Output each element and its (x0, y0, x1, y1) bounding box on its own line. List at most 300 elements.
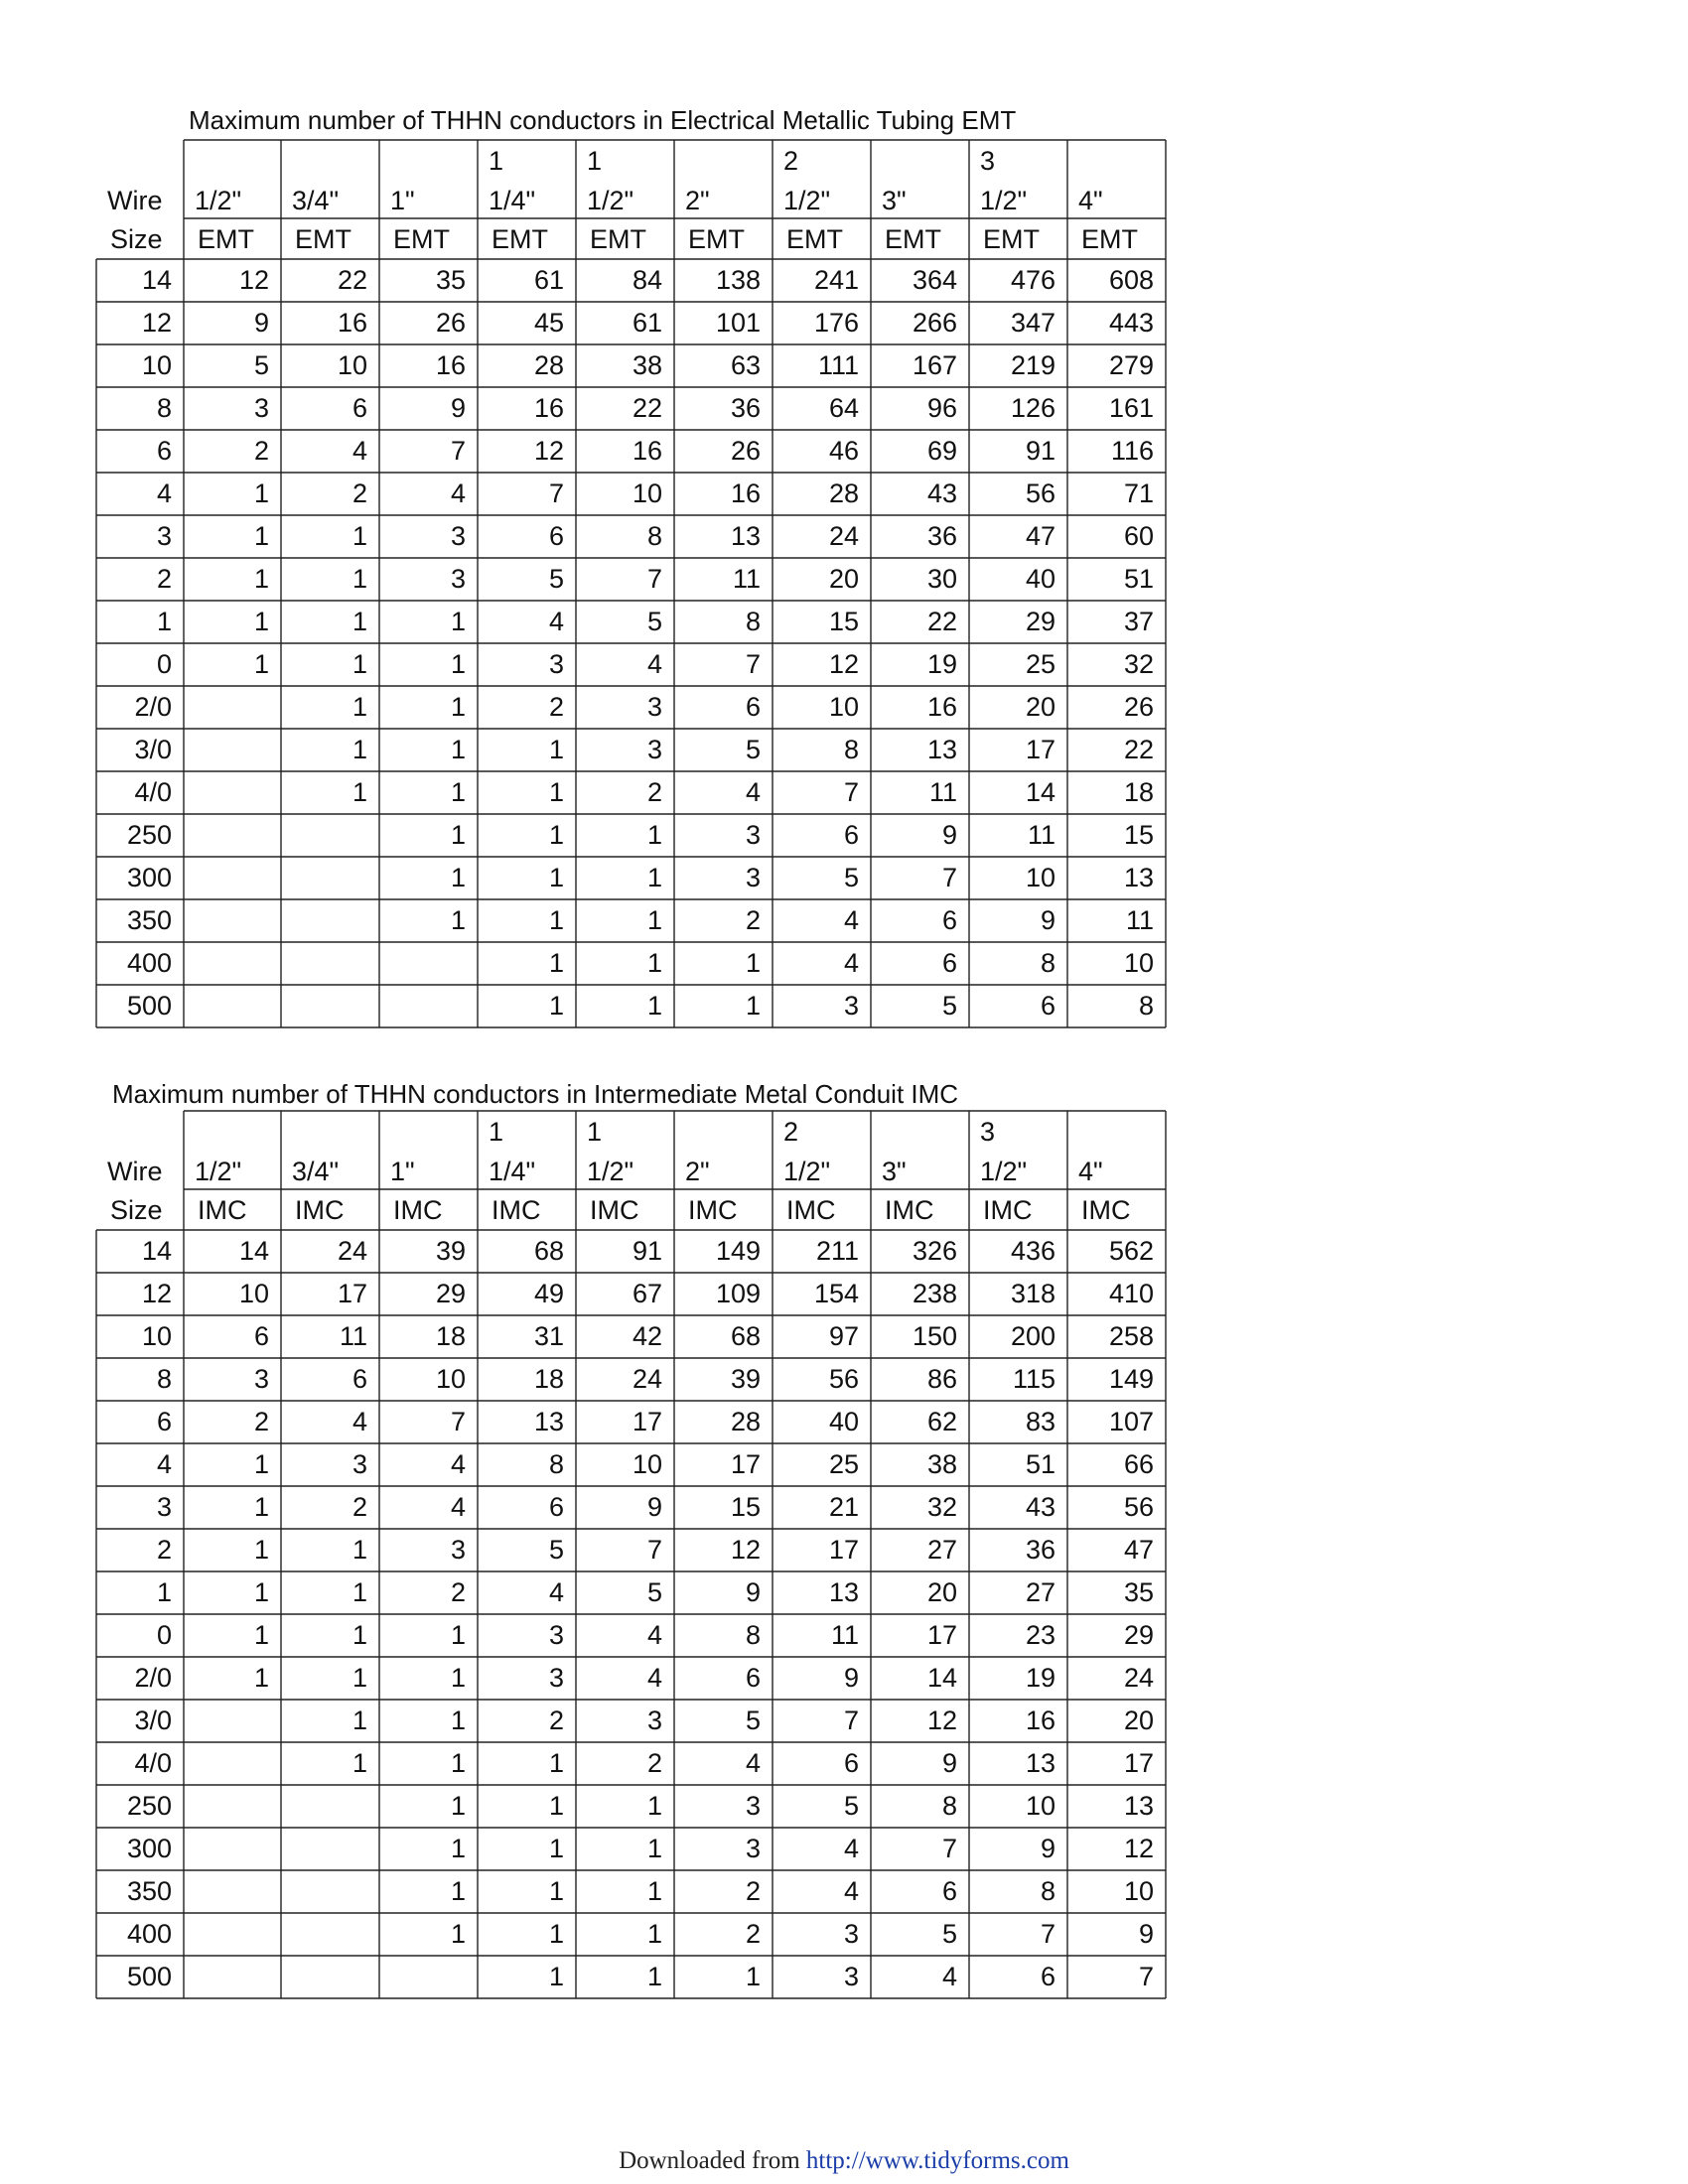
table-cell: 38 (632, 350, 662, 380)
table-cell: 22 (337, 265, 367, 295)
table-cell: 1 (450, 777, 466, 807)
conduit-type-header: EMT (590, 224, 646, 254)
table-cell: 1 (352, 1620, 367, 1650)
table-cell: 6 (1040, 1962, 1055, 1991)
table-cell: 1 (253, 1577, 269, 1607)
table-cell: 3 (352, 1449, 367, 1479)
table-cell: 49 (533, 1279, 564, 1308)
table-cell: 3 (843, 1962, 859, 1991)
conduit-size-header: 2" (685, 186, 710, 215)
table-cell: 16 (926, 692, 957, 722)
wire-size-cell: 400 (126, 1919, 172, 1949)
table-cell: 7 (843, 777, 859, 807)
table-cell: 4 (745, 777, 761, 807)
table-cell: 17 (730, 1449, 761, 1479)
conduit-size-header: 4" (1078, 1157, 1103, 1186)
table-cell: 15 (730, 1492, 761, 1522)
table-cell: 12 (238, 265, 269, 295)
conduit-size-header: 1/2" (195, 1157, 242, 1186)
table-cell: 241 (813, 265, 859, 295)
table-cell: 7 (941, 863, 957, 892)
table-cell: 1 (450, 649, 466, 679)
table-cell: 3 (253, 393, 269, 423)
table-cell: 109 (715, 1279, 761, 1308)
table-cell: 2 (548, 692, 564, 722)
table-cell: 29 (435, 1279, 466, 1308)
conduit-type-header: EMT (786, 224, 843, 254)
conduit-type-header: IMC (198, 1195, 247, 1225)
conduit-type-header: IMC (885, 1195, 934, 1225)
table-cell: 13 (730, 521, 761, 551)
table-cell: 17 (632, 1407, 662, 1436)
table-cell: 3 (450, 564, 466, 594)
table-cell: 4 (450, 478, 466, 508)
table-cell (184, 1785, 281, 1828)
table-cell: 1 (548, 820, 564, 850)
table-cell: 443 (1108, 308, 1154, 338)
wire-size-cell: 8 (156, 393, 172, 423)
table-cell: 5 (646, 1577, 662, 1607)
table-cell (184, 1956, 281, 1998)
table-cell: 20 (926, 1577, 957, 1607)
conduit-size-header: 3 (980, 146, 996, 176)
table-cell: 8 (745, 1620, 761, 1650)
table-cell (281, 1785, 379, 1828)
table-cell: 83 (1025, 1407, 1055, 1436)
table-cell: 1 (646, 1919, 662, 1949)
table-cell: 1 (352, 777, 367, 807)
conduit-size-header: 3 (980, 1117, 996, 1147)
table-title: Maximum number of THHN conductors in Electrical Metallic Tubing EMT (189, 105, 1017, 135)
table-cell: 1 (450, 735, 466, 764)
table-cell: 8 (745, 607, 761, 636)
table-cell: 97 (828, 1321, 859, 1351)
table-cell: 35 (1123, 1577, 1154, 1607)
table-cell: 28 (533, 350, 564, 380)
wire-size-cell: 300 (126, 1834, 172, 1863)
wire-size-cell: 3 (156, 521, 172, 551)
conduit-type-header: EMT (885, 224, 941, 254)
table-cell: 161 (1108, 393, 1154, 423)
table-cell: 10 (1025, 1791, 1055, 1821)
conduit-size-header: 1 (587, 1117, 603, 1147)
table-cell: 2 (745, 1919, 761, 1949)
table-cell: 1 (352, 1535, 367, 1565)
table-cell: 39 (730, 1364, 761, 1394)
table-cell: 45 (533, 308, 564, 338)
table-cell: 1 (646, 863, 662, 892)
table-cell: 61 (533, 265, 564, 295)
table-cell: 28 (828, 478, 859, 508)
table-cell (281, 899, 379, 942)
conduit-size-header: 2" (685, 1157, 710, 1186)
conduit-size-header: 2 (783, 146, 799, 176)
wire-size-cell: 4/0 (134, 1748, 172, 1778)
conduit-size-header: 3" (882, 1157, 907, 1186)
table-cell: 16 (337, 308, 367, 338)
table-cell: 12 (730, 1535, 761, 1565)
conduit-size-header: 1/2" (195, 186, 242, 215)
table-cell (184, 686, 281, 729)
table-cell: 9 (1040, 1834, 1055, 1863)
table-cell: 91 (632, 1236, 662, 1266)
table-cell: 1 (253, 607, 269, 636)
table-cell (184, 857, 281, 899)
wire-size-cell: 3 (156, 1492, 172, 1522)
table-cell: 7 (450, 1407, 466, 1436)
table-cell: 8 (941, 1791, 957, 1821)
conduit-type-header: IMC (590, 1195, 639, 1225)
table-cell: 266 (912, 308, 957, 338)
table-cell: 47 (1123, 1535, 1154, 1565)
table-cell: 2 (646, 777, 662, 807)
conduit-size-header: 1/4" (489, 1157, 536, 1186)
table-cell (184, 771, 281, 814)
table-cell: 1 (352, 649, 367, 679)
table-cell: 1 (646, 1834, 662, 1863)
table-cell: 10 (435, 1364, 466, 1394)
table-cell: 138 (715, 265, 761, 295)
table-cell: 1 (253, 521, 269, 551)
wire-size-cell: 10 (141, 350, 172, 380)
table-cell: 5 (253, 350, 269, 380)
table-cell: 318 (1010, 1279, 1055, 1308)
wire-size-cell: 500 (126, 1962, 172, 1991)
table-cell: 13 (828, 1577, 859, 1607)
table-cell: 1 (352, 607, 367, 636)
table-cell (184, 814, 281, 857)
table-cell: 1 (352, 1663, 367, 1693)
wire-size-cell: 6 (156, 1407, 172, 1436)
table-cell: 5 (941, 991, 957, 1021)
table-cell: 7 (843, 1706, 859, 1735)
table-cell: 2 (745, 905, 761, 935)
table-cell (281, 1870, 379, 1913)
table-cell: 25 (828, 1449, 859, 1479)
table-cell: 66 (1123, 1449, 1154, 1479)
table-cell: 10 (1123, 948, 1154, 978)
table-cell: 26 (730, 436, 761, 466)
table-cell: 11 (830, 1620, 859, 1650)
table-cell: 3 (646, 735, 662, 764)
table-cell: 4 (646, 1663, 662, 1693)
table-cell: 562 (1108, 1236, 1154, 1266)
conduit-size-header: 1/2" (587, 1157, 634, 1186)
table-cell: 2 (253, 436, 269, 466)
conduit-size-header: 4" (1078, 186, 1103, 215)
table-cell: 6 (843, 820, 859, 850)
table-cell: 47 (1025, 521, 1055, 551)
conduit-size-header: 1/2" (980, 1157, 1028, 1186)
table-cell: 1 (548, 863, 564, 892)
wire-size-cell: 3/0 (134, 1706, 172, 1735)
table-cell: 62 (926, 1407, 957, 1436)
conduit-type-header: IMC (983, 1195, 1033, 1225)
table-cell: 7 (646, 564, 662, 594)
table-cell: 1 (548, 1791, 564, 1821)
table-cell: 7 (548, 478, 564, 508)
wire-size-cell: 2/0 (134, 1663, 172, 1693)
table-cell: 9 (646, 1492, 662, 1522)
table-cell: 4 (646, 649, 662, 679)
table-cell: 46 (828, 436, 859, 466)
table-cell: 7 (941, 1834, 957, 1863)
table-cell: 9 (1138, 1919, 1154, 1949)
table-cell: 22 (632, 393, 662, 423)
table-cell: 200 (1010, 1321, 1055, 1351)
table-cell: 1 (352, 1748, 367, 1778)
table-cell: 3 (745, 820, 761, 850)
wire-size-cell: 12 (141, 1279, 172, 1308)
table-cell: 5 (745, 1706, 761, 1735)
wire-size-cell: 350 (126, 905, 172, 935)
table-cell: 8 (548, 1449, 564, 1479)
table-cell: 21 (828, 1492, 859, 1522)
table-cell: 4 (843, 948, 859, 978)
conduit-type-header: IMC (393, 1195, 443, 1225)
table-cell: 42 (632, 1321, 662, 1351)
wire-size-cell: 2/0 (134, 692, 172, 722)
table-cell: 14 (926, 1663, 957, 1693)
table-cell: 36 (1025, 1535, 1055, 1565)
table-cell: 26 (1123, 692, 1154, 722)
table-cell: 1 (548, 1919, 564, 1949)
table-cell (281, 1913, 379, 1956)
table-cell: 20 (828, 564, 859, 594)
footer-prefix: Downloaded from (619, 2147, 806, 2174)
table-cell: 4 (352, 1407, 367, 1436)
wire-size-cell: 14 (141, 265, 172, 295)
table-cell: 11 (732, 564, 761, 594)
conduit-size-header: 3/4" (292, 1157, 340, 1186)
table-cell: 18 (533, 1364, 564, 1394)
table-cell: 1 (450, 863, 466, 892)
table-cell: 24 (828, 521, 859, 551)
table-cell: 1 (253, 478, 269, 508)
table-cell: 39 (435, 1236, 466, 1266)
table-cell: 1 (450, 607, 466, 636)
table-cell: 5 (548, 564, 564, 594)
table-cell: 5 (843, 863, 859, 892)
table-cell: 69 (926, 436, 957, 466)
table-cell: 238 (912, 1279, 957, 1308)
size-header: Size (110, 1195, 163, 1225)
table-cell: 27 (1025, 1577, 1055, 1607)
wire-size-cell: 6 (156, 436, 172, 466)
table-cell: 40 (1025, 564, 1055, 594)
conduit-size-header: 1/2" (783, 1157, 831, 1186)
table-cell: 608 (1108, 265, 1154, 295)
table-cell: 3 (450, 1535, 466, 1565)
table-cell: 116 (1110, 436, 1154, 466)
table-cell: 410 (1108, 1279, 1154, 1308)
table-cell: 1 (253, 1535, 269, 1565)
table-cell: 6 (548, 1492, 564, 1522)
table-cell: 22 (1123, 735, 1154, 764)
table-cell: 2 (352, 1492, 367, 1522)
table-cell: 29 (1123, 1620, 1154, 1650)
wire-size-cell: 14 (141, 1236, 172, 1266)
table-cell: 149 (715, 1236, 761, 1266)
conduit-type-header: IMC (295, 1195, 345, 1225)
table-cell: 1 (253, 649, 269, 679)
table-cell (379, 1956, 478, 1998)
table-cell: 12 (1123, 1834, 1154, 1863)
table-cell: 4 (548, 607, 564, 636)
table-cell: 25 (1025, 649, 1055, 679)
table-cell: 61 (632, 308, 662, 338)
table-cell: 7 (646, 1535, 662, 1565)
table-cell (281, 1956, 379, 1998)
table-cell (184, 729, 281, 771)
table-cell: 4 (843, 905, 859, 935)
conduit-type-header: EMT (393, 224, 450, 254)
table-cell: 5 (745, 735, 761, 764)
table-cell: 60 (1123, 521, 1154, 551)
table-cell (281, 1828, 379, 1870)
table-cell: 7 (450, 436, 466, 466)
table-cell (184, 985, 281, 1027)
wire-size-cell: 8 (156, 1364, 172, 1394)
table-cell: 6 (941, 948, 957, 978)
table-cell: 1 (745, 1962, 761, 1991)
conduit-size-header: 1" (390, 186, 415, 215)
table-cell: 3 (843, 991, 859, 1021)
table-cell (281, 814, 379, 857)
table-cell: 10 (632, 1449, 662, 1479)
table-cell: 8 (646, 521, 662, 551)
table-cell: 17 (1025, 735, 1055, 764)
table-cell: 17 (828, 1535, 859, 1565)
table-cell: 23 (1025, 1620, 1055, 1650)
table-cell: 7 (1138, 1962, 1154, 1991)
table-cell: 3 (843, 1919, 859, 1949)
table-cell: 1 (646, 820, 662, 850)
table-cell: 5 (646, 607, 662, 636)
table-cell: 5 (548, 1535, 564, 1565)
table-cell: 16 (435, 350, 466, 380)
table-cell: 1 (450, 1663, 466, 1693)
conduit-type-header: IMC (492, 1195, 541, 1225)
wire-size-cell: 4/0 (134, 777, 172, 807)
table-cell: 1 (352, 1577, 367, 1607)
table-cell: 13 (926, 735, 957, 764)
table-cell: 14 (238, 1236, 269, 1266)
table-cell: 1 (745, 991, 761, 1021)
table-cell (184, 1828, 281, 1870)
table-cell: 67 (632, 1279, 662, 1308)
table-cell: 4 (450, 1492, 466, 1522)
table-cell: 9 (941, 1748, 957, 1778)
table-cell: 4 (352, 436, 367, 466)
table-cell: 32 (1123, 649, 1154, 679)
table-cell: 63 (730, 350, 761, 380)
table-cell: 31 (533, 1321, 564, 1351)
table-cell: 13 (1025, 1748, 1055, 1778)
table-cell: 8 (1138, 991, 1154, 1021)
table-cell: 6 (745, 692, 761, 722)
conduit-size-header: 1 (489, 1117, 504, 1147)
table-cell: 11 (1125, 905, 1154, 935)
footer-link[interactable]: http://www.tidyforms.com (805, 2147, 1069, 2174)
table-cell: 10 (238, 1279, 269, 1308)
table-cell: 211 (815, 1236, 859, 1266)
table-cell: 2 (253, 1407, 269, 1436)
table-cell: 43 (1025, 1492, 1055, 1522)
wire-size-cell: 0 (156, 649, 172, 679)
conduit-type-header: IMC (1081, 1195, 1131, 1225)
table-cell: 27 (926, 1535, 957, 1565)
table-cell: 9 (450, 393, 466, 423)
table-cell: 436 (1010, 1236, 1055, 1266)
table-cell: 91 (1025, 436, 1055, 466)
table-cell: 28 (730, 1407, 761, 1436)
table-cell: 24 (632, 1364, 662, 1394)
table-cell: 16 (1025, 1706, 1055, 1735)
table-cell: 4 (843, 1834, 859, 1863)
table-cell: 1 (745, 948, 761, 978)
conduit-size-header: 3/4" (292, 186, 340, 215)
table-cell: 6 (745, 1663, 761, 1693)
wire-header: Wire (107, 186, 163, 215)
table-cell: 10 (337, 350, 367, 380)
table-cell: 167 (912, 350, 957, 380)
table-cell: 1 (548, 735, 564, 764)
table-cell: 4 (941, 1962, 957, 1991)
table-cell: 16 (533, 393, 564, 423)
conduit-type-header: EMT (983, 224, 1040, 254)
table-cell (184, 899, 281, 942)
table-cell: 96 (926, 393, 957, 423)
table-cell: 7 (1040, 1919, 1055, 1949)
table-cell: 6 (352, 393, 367, 423)
table-cell: 2 (548, 1706, 564, 1735)
conduit-size-header: 1/4" (489, 186, 536, 215)
conduit-type-header: EMT (1081, 224, 1138, 254)
table-cell: 13 (1123, 1791, 1154, 1821)
table-cell: 17 (926, 1620, 957, 1650)
table-cell (379, 942, 478, 985)
table-cell: 1 (253, 1492, 269, 1522)
table-cell: 10 (828, 692, 859, 722)
table-cell: 8 (1040, 1876, 1055, 1906)
table-cell: 30 (926, 564, 957, 594)
table-cell: 51 (1025, 1449, 1055, 1479)
wire-size-cell: 400 (126, 948, 172, 978)
table-cell: 5 (941, 1919, 957, 1949)
table-cell: 38 (926, 1449, 957, 1479)
table-cell: 18 (1123, 777, 1154, 807)
table-cell: 1 (450, 1620, 466, 1650)
table-cell: 1 (450, 1919, 466, 1949)
table-cell: 3 (450, 521, 466, 551)
table-cell: 6 (548, 521, 564, 551)
table-cell: 15 (828, 607, 859, 636)
conduit-size-header: 1/2" (980, 186, 1028, 215)
table-cell: 14 (1025, 777, 1055, 807)
table-cell: 3 (745, 1791, 761, 1821)
table-cell: 56 (1123, 1492, 1154, 1522)
table-cell: 24 (1123, 1663, 1154, 1693)
table-cell: 1 (352, 692, 367, 722)
table-cell (281, 857, 379, 899)
table-cell: 56 (828, 1364, 859, 1394)
table-cell: 1 (646, 948, 662, 978)
table-cell: 1 (646, 991, 662, 1021)
table-cell: 19 (1025, 1663, 1055, 1693)
table-cell (184, 1700, 281, 1742)
table-cell: 13 (1123, 863, 1154, 892)
